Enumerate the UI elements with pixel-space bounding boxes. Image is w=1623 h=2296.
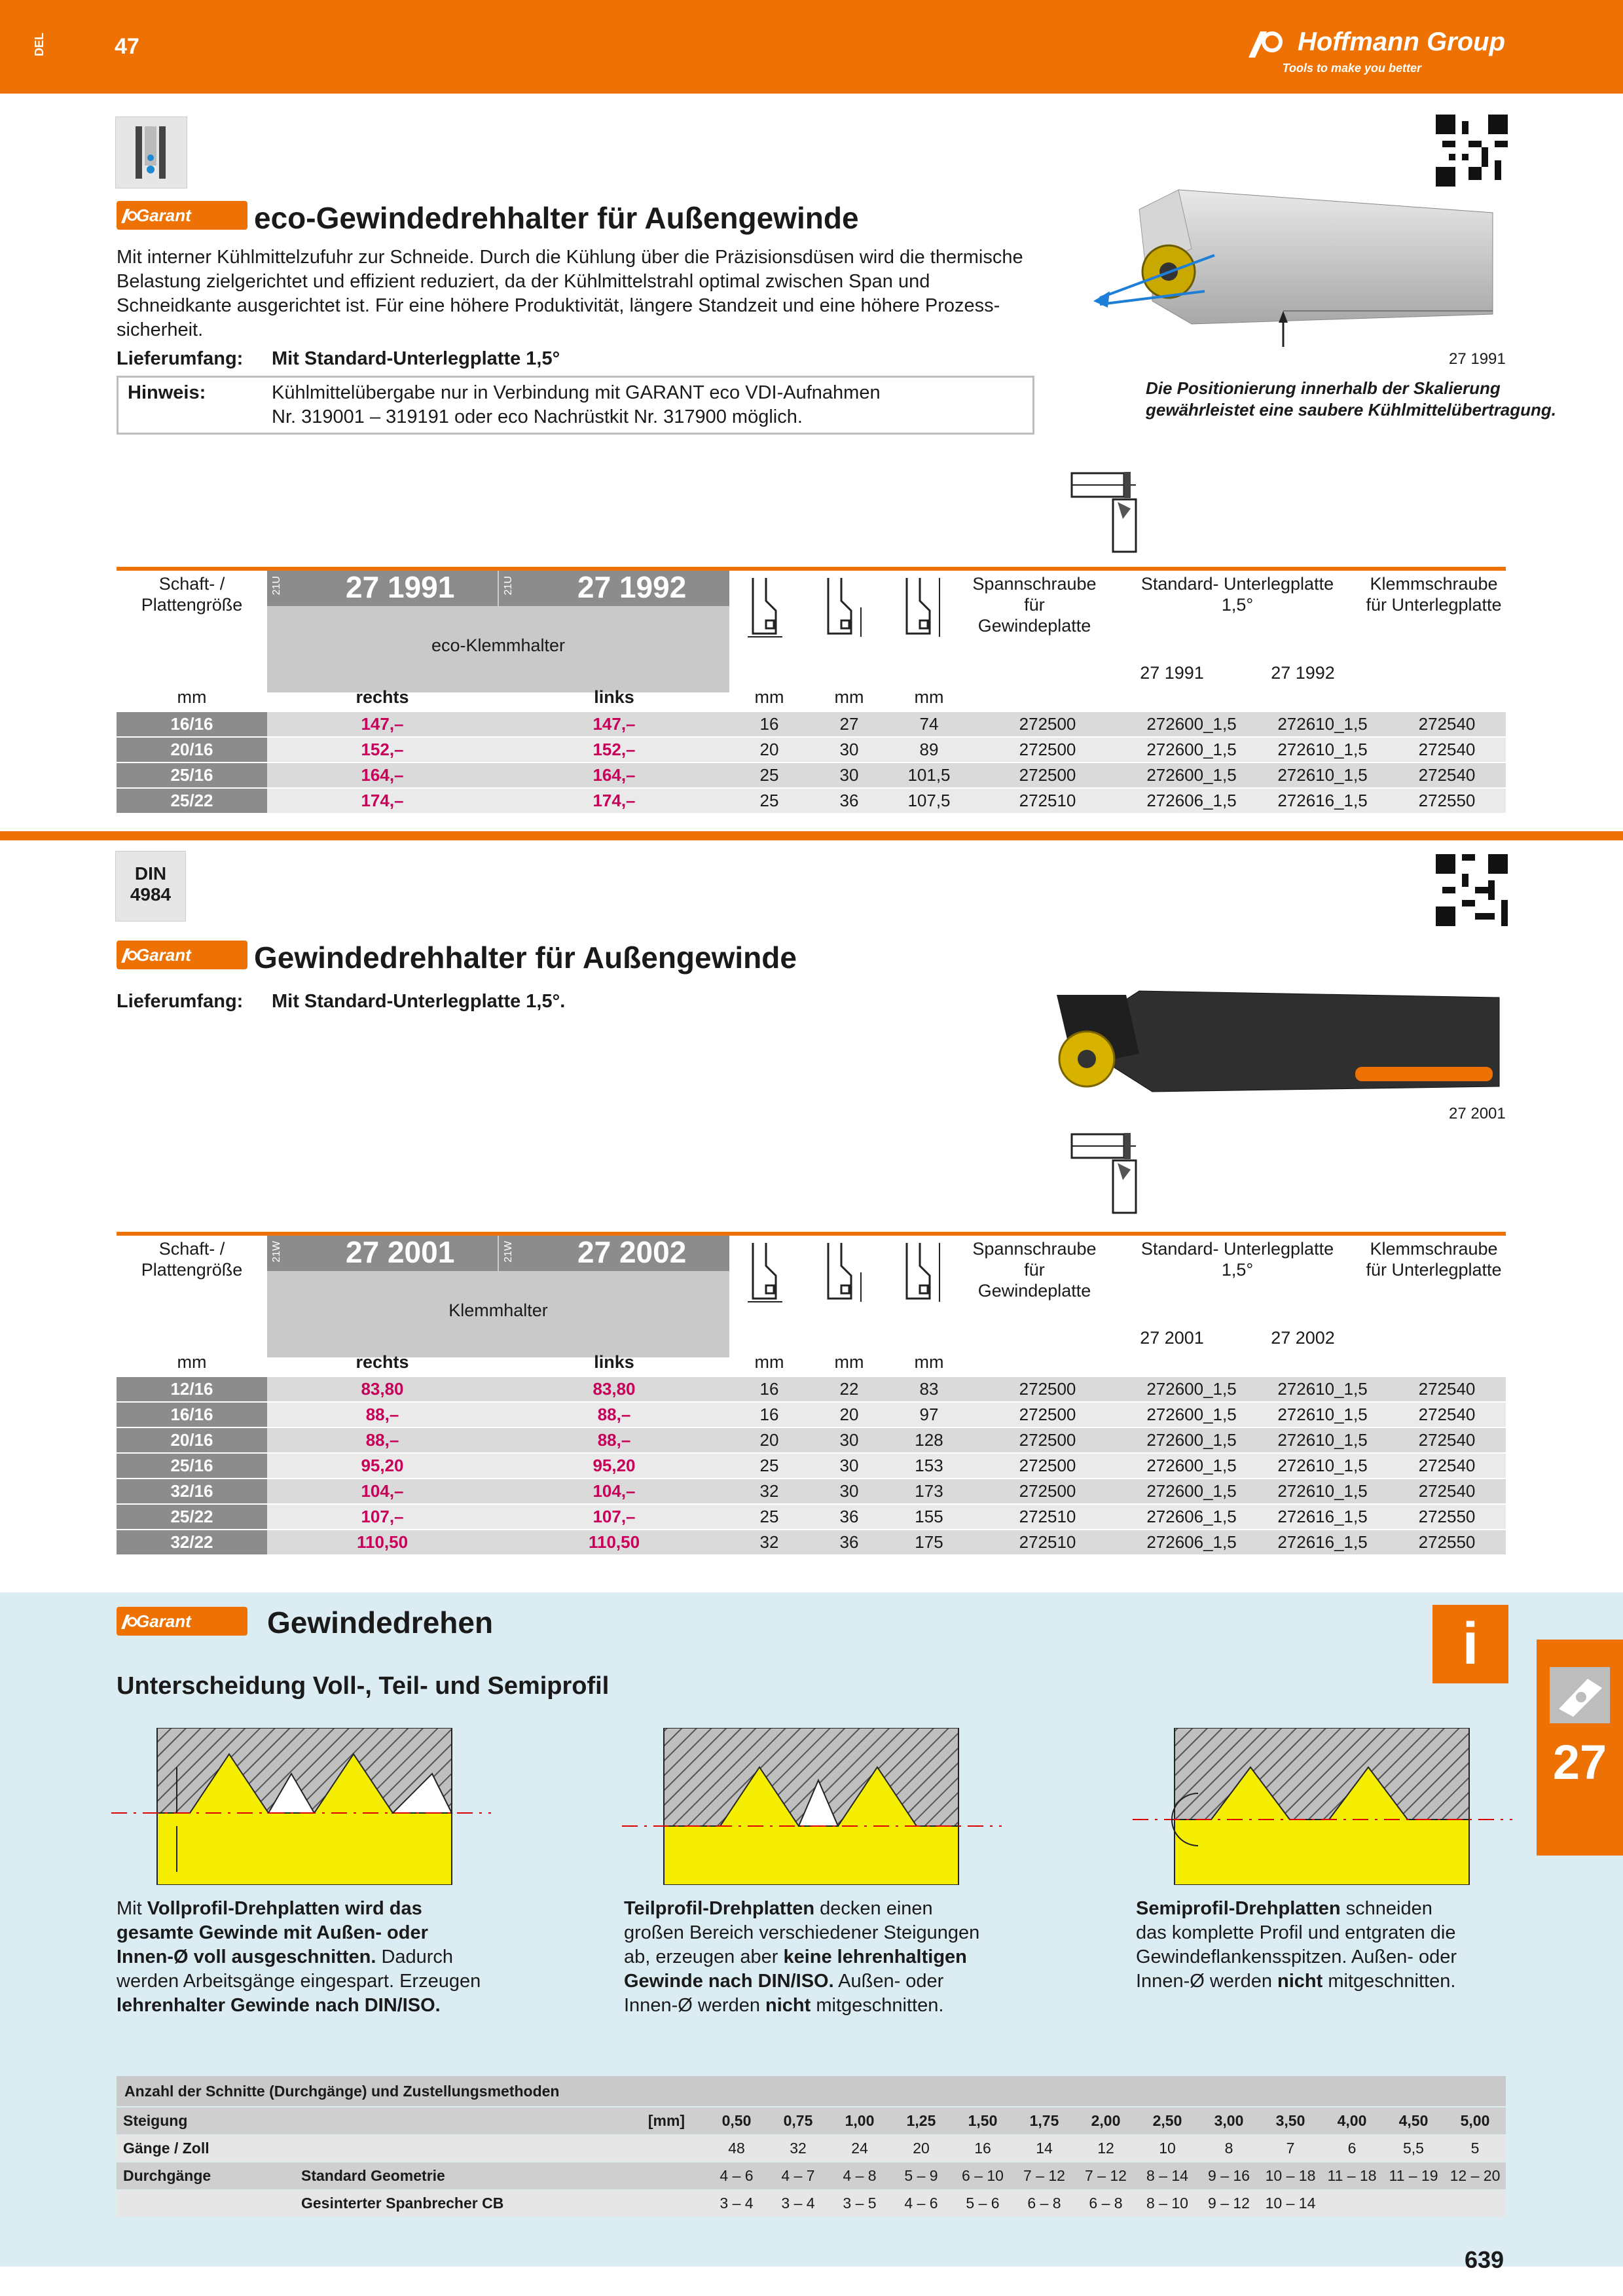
table-cell: 30 bbox=[839, 1481, 859, 1501]
table2-tag-left: 21W bbox=[271, 1241, 282, 1263]
table-cell: 101,5 bbox=[907, 765, 951, 785]
turning-insert-icon bbox=[1548, 1666, 1611, 1725]
table-cell: 128 bbox=[915, 1430, 943, 1450]
table-cell: 272600_1,5 bbox=[1146, 1405, 1237, 1424]
table-cell: 16 bbox=[759, 1405, 779, 1424]
table-cell: 4 – 8 bbox=[843, 2167, 877, 2184]
section1-title: eco-Gewindedrehhalter für Außengewinde bbox=[254, 201, 859, 235]
table-cell: 272600_1,5 bbox=[1146, 714, 1237, 734]
table-cell: 272616_1,5 bbox=[1277, 1532, 1368, 1552]
table-cell: 11 – 18 bbox=[1327, 2167, 1377, 2184]
table-cell: Gänge / Zoll bbox=[123, 2140, 210, 2157]
price-cell: 110,50 bbox=[588, 1532, 640, 1552]
table-cell: 22 bbox=[839, 1379, 859, 1399]
table-cell: 10 – 18 bbox=[1265, 2167, 1316, 2184]
table-cell: 272510 bbox=[1019, 1507, 1076, 1526]
table-cell: 36 bbox=[839, 1507, 859, 1526]
table1-spann-header: Spannschraube für Gewindeplatte bbox=[972, 574, 1097, 636]
table1-klemm-header: Klemmschraube für Unterlegplatte bbox=[1366, 574, 1502, 615]
table-cell: 272540 bbox=[1418, 1405, 1476, 1424]
table-cell: 24 bbox=[851, 2140, 868, 2157]
table-cell: 272600_1,5 bbox=[1146, 1379, 1237, 1399]
semi-profile-diagram bbox=[1133, 1728, 1512, 1885]
price-cell: 147,– bbox=[593, 714, 636, 734]
partial-profile-text bbox=[624, 1897, 1095, 2018]
table-cell: 12 – 20 bbox=[1450, 2167, 1501, 2184]
table1-sub-right: 27 1992 bbox=[1271, 663, 1335, 683]
text-line: Gewinde nach DIN/ISO. Außen- oder bbox=[624, 1971, 944, 1992]
full-profile-diagram bbox=[111, 1728, 491, 1885]
table2-units-row: mm rechts links mm mm mm bbox=[177, 1352, 944, 1372]
table-cell: 16 bbox=[974, 2140, 991, 2157]
semi-profile-text bbox=[1136, 1897, 1529, 1994]
table-cell: 272550 bbox=[1418, 791, 1476, 810]
table-cell: 16 bbox=[759, 1379, 779, 1399]
table-cell: 5,00 bbox=[1460, 2112, 1490, 2129]
info-icon: i bbox=[1432, 1605, 1508, 1683]
table-row bbox=[117, 712, 1506, 736]
section1-description: Mit interner Kühlmittelzufuhr zur Schneide. Durch die Kühlung über die Präzisionsdüsen wird die thermische Belastung zielgerichtet und effizient reduziert, da der Kühlmittelstrahl optimal zwischen Span und Schneidkante ausgerichtet ist. Für eine höhere Produktivität, längere Standzeit und eine höhere Prozess- sicherheit. bbox=[117, 247, 1023, 340]
table-row bbox=[117, 789, 1506, 813]
table-cell: 7 – 12 bbox=[1023, 2167, 1065, 2184]
table-cell: 74 bbox=[919, 714, 939, 734]
din-badge: DIN 4984 bbox=[115, 851, 186, 922]
table-cell: 3 – 4 bbox=[781, 2195, 815, 2212]
table2-holder-label: Klemmhalter bbox=[448, 1300, 548, 1320]
table-row bbox=[117, 1530, 1506, 1554]
section2-title: Gewindedrehhalter für Außengewinde bbox=[254, 941, 797, 975]
table-cell: 272610_1,5 bbox=[1277, 765, 1368, 785]
image-caption: Die Positionierung innerhalb der Skalierung gewährleistet eine saubere Kühlmittelübertragung. bbox=[1146, 378, 1557, 420]
section3-subtitle: Unterscheidung Voll-, Teil- und Semiprofil bbox=[117, 1672, 610, 1700]
size-cell: 16/16 bbox=[117, 712, 267, 736]
table-cell: 272600_1,5 bbox=[1146, 1481, 1237, 1501]
price-cell: 83,80 bbox=[593, 1379, 636, 1399]
scope-label: Lieferumfang: bbox=[117, 348, 244, 369]
table-cell: 3,00 bbox=[1214, 2112, 1244, 2129]
table1-article-left: 27 1991 bbox=[346, 570, 455, 604]
table-cell: 272540 bbox=[1418, 1430, 1476, 1450]
size-cell: 32/16 bbox=[117, 1479, 267, 1503]
table-cell: 173 bbox=[915, 1481, 943, 1501]
table-cell: 272616_1,5 bbox=[1277, 1507, 1368, 1526]
text-line: Semiprofil-Drehplatten schneiden bbox=[1136, 1898, 1432, 1919]
price-cell: 88,– bbox=[365, 1430, 399, 1450]
chapter-tab-number: 27 bbox=[1552, 1735, 1607, 1789]
table-cell: 272600_1,5 bbox=[1146, 765, 1237, 785]
table-cell: 272606_1,5 bbox=[1146, 1532, 1237, 1552]
text-line: lehrenhalter Gewinde nach DIN/ISO. bbox=[117, 1995, 441, 2016]
table-cell: 1,50 bbox=[968, 2112, 998, 2129]
table-cell: 4,00 bbox=[1337, 2112, 1367, 2129]
table-row bbox=[117, 2135, 1506, 2162]
text-line: großen Bereich verschiedener Steigungen bbox=[624, 1922, 980, 1943]
table1-sub-left: 27 1991 bbox=[1140, 663, 1204, 683]
price-cell: 95,20 bbox=[361, 1456, 404, 1475]
garant-mark-icon bbox=[120, 206, 137, 224]
table-cell: Durchgänge bbox=[123, 2167, 211, 2184]
table-cell: 32 bbox=[790, 2140, 807, 2157]
text-line: Innen-Ø werden nicht mitgeschnitten. bbox=[1136, 1971, 1456, 1992]
price-cell: 88,– bbox=[597, 1405, 631, 1424]
table-cell: 272606_1,5 bbox=[1146, 1507, 1237, 1526]
price-cell: 107,– bbox=[361, 1507, 404, 1526]
table1-size-header: Schaft- / Plattengröße bbox=[141, 574, 243, 615]
brand-tagline: Tools to make you better bbox=[1282, 62, 1421, 75]
table1-tag-right: 21U bbox=[503, 576, 514, 596]
garant-logo: Garant bbox=[117, 201, 247, 230]
table-cell: 20 bbox=[759, 1430, 779, 1450]
table1-holder-label: eco-Klemmhalter bbox=[431, 636, 566, 655]
table2-article-right: 27 2002 bbox=[577, 1235, 687, 1269]
table-cell: 272610_1,5 bbox=[1277, 1430, 1368, 1450]
size-cell: 25/22 bbox=[117, 1505, 267, 1529]
table-cell: 272540 bbox=[1418, 1379, 1476, 1399]
text-line: Gewindeflankensspitzen. Außen- oder bbox=[1136, 1946, 1457, 1967]
table-cell: 25 bbox=[759, 791, 779, 810]
table-cell: 4,50 bbox=[1398, 2112, 1429, 2129]
garant-logo: Garant bbox=[117, 941, 247, 969]
table-cell: 272610_1,5 bbox=[1277, 1379, 1368, 1399]
table-cell: 20 bbox=[839, 1405, 859, 1424]
table-cell: 10 – 14 bbox=[1265, 2195, 1316, 2212]
table-cell: 36 bbox=[839, 791, 859, 810]
image-article-number: 27 2001 bbox=[1449, 1105, 1506, 1122]
table-cell: 8 – 14 bbox=[1146, 2167, 1188, 2184]
table-cell: 272600_1,5 bbox=[1146, 1456, 1237, 1475]
hoffmann-logo-icon bbox=[1247, 25, 1283, 60]
table-row bbox=[117, 2162, 1506, 2189]
hint-text: Kühlmittelübergabe nur in Verbindung mit GARANT eco VDI-Aufnahmen Nr. 319001 – 319191 oder eco Nachrüstkit Nr. 317900 möglich. bbox=[272, 382, 881, 427]
size-cell: 16/16 bbox=[117, 1403, 267, 1427]
table-cell: 16 bbox=[759, 714, 779, 734]
side-code: DEL bbox=[33, 33, 46, 56]
table-cell: 0,50 bbox=[721, 2112, 752, 2129]
table-cell: 5 – 9 bbox=[904, 2167, 938, 2184]
table2-tag-right: 21W bbox=[503, 1241, 514, 1263]
text-line: Mit Vollprofil-Drehplatten wird das bbox=[117, 1898, 422, 1919]
table1-article-right: 27 1992 bbox=[577, 570, 687, 604]
table-cell: 1,25 bbox=[906, 2112, 936, 2129]
table-cell: 32 bbox=[759, 1532, 779, 1552]
table2-size-header: Schaft- / Plattengröße bbox=[141, 1239, 243, 1280]
table2-article-left: 27 2001 bbox=[346, 1235, 455, 1269]
table-cell: 272540 bbox=[1418, 1456, 1476, 1475]
price-cell: 107,– bbox=[593, 1507, 636, 1526]
price-cell: 104,– bbox=[361, 1481, 404, 1501]
table-cell: 1,75 bbox=[1029, 2112, 1059, 2129]
image-article-number: 27 1991 bbox=[1449, 350, 1506, 368]
table-cell: 7 bbox=[1286, 2140, 1295, 2157]
table-cell: 3,50 bbox=[1275, 2112, 1305, 2129]
table-cell: Gesinterter Spanbrecher CB bbox=[301, 2195, 504, 2212]
scope-value: Mit Standard-Unterlegplatte 1,5° bbox=[272, 348, 560, 369]
table-cell: 4 – 7 bbox=[781, 2167, 815, 2184]
size-cell: 20/16 bbox=[117, 738, 267, 762]
table-cell: 11 – 19 bbox=[1389, 2167, 1438, 2184]
table-cell: 8 bbox=[1224, 2140, 1233, 2157]
table-cell: 48 bbox=[728, 2140, 745, 2157]
table-cell: 272550 bbox=[1418, 1532, 1476, 1552]
size-cell: 25/16 bbox=[117, 1454, 267, 1478]
table-cell: 272610_1,5 bbox=[1277, 1456, 1368, 1475]
table-row bbox=[117, 1505, 1506, 1529]
table-cell: 12 bbox=[1097, 2140, 1114, 2157]
table-row bbox=[117, 2190, 1506, 2217]
price-cell: 88,– bbox=[365, 1405, 399, 1424]
size-cell: 12/16 bbox=[117, 1377, 267, 1401]
table-cell: 272500 bbox=[1019, 1481, 1076, 1501]
text-line: werden Arbeitsgänge eingespart. Erzeugen bbox=[117, 1971, 481, 1992]
table-cell: 272500 bbox=[1019, 714, 1076, 734]
table-cell: 5,5 bbox=[1403, 2140, 1424, 2157]
qr-code-icon[interactable] bbox=[1436, 115, 1508, 187]
table-cell: 83 bbox=[919, 1379, 939, 1399]
table-cell: 2,50 bbox=[1152, 2112, 1182, 2129]
table-cell: 20 bbox=[913, 2140, 930, 2157]
page-number: 639 bbox=[1465, 2246, 1504, 2273]
table-cell: 107,5 bbox=[907, 791, 951, 810]
table-cell: 272500 bbox=[1019, 765, 1076, 785]
table-cell: 30 bbox=[839, 740, 859, 759]
price-cell: 110,50 bbox=[356, 1532, 409, 1552]
table-cell: 8 – 10 bbox=[1146, 2195, 1188, 2212]
table-cell: 0,75 bbox=[783, 2112, 813, 2129]
table-row bbox=[117, 1428, 1506, 1452]
table-row bbox=[117, 763, 1506, 787]
table2-dimension-icons bbox=[746, 1240, 995, 1312]
table-cell: 14 bbox=[1036, 2140, 1053, 2157]
table-cell: 272610_1,5 bbox=[1277, 1481, 1368, 1501]
table-cell: 25 bbox=[759, 1456, 779, 1475]
section3-title: Gewindedrehen bbox=[267, 1605, 494, 1640]
table-cell: 2,00 bbox=[1091, 2112, 1121, 2129]
text-line: Teilprofil-Drehplatten decken einen bbox=[624, 1898, 933, 1919]
table-cell: 3 – 5 bbox=[843, 2195, 877, 2212]
size-cell: 25/22 bbox=[117, 789, 267, 813]
table-cell: 36 bbox=[839, 1532, 859, 1552]
table-cell: 89 bbox=[919, 740, 939, 759]
garant-mark-icon bbox=[120, 946, 137, 964]
table-cell: 6 – 8 bbox=[1027, 2195, 1061, 2212]
table1-dimension-icons bbox=[746, 575, 995, 647]
table-cell: 272500 bbox=[1019, 1379, 1076, 1399]
table-cell: 27 bbox=[839, 714, 859, 734]
brand-name: Hoffmann Group bbox=[1297, 27, 1505, 56]
table-cell: 1,00 bbox=[845, 2112, 875, 2129]
table-cell: 272610_1,5 bbox=[1277, 740, 1368, 759]
table-cell: 272540 bbox=[1418, 740, 1476, 759]
price-cell: 88,– bbox=[597, 1430, 631, 1450]
table-row bbox=[117, 1454, 1506, 1478]
section-divider bbox=[0, 831, 1623, 840]
text-line: das komplette Profil und entgraten die bbox=[1136, 1922, 1456, 1943]
table-cell: 20 bbox=[759, 740, 779, 759]
table1-tag-left: 21U bbox=[271, 576, 282, 596]
price-cell: 164,– bbox=[361, 765, 404, 785]
table-cell: 272500 bbox=[1019, 1456, 1076, 1475]
table-cell: 5 – 6 bbox=[966, 2195, 1000, 2212]
price-cell: 104,– bbox=[593, 1481, 636, 1501]
table-cell: 272610_1,5 bbox=[1277, 714, 1368, 734]
table-row bbox=[117, 1377, 1506, 1401]
price-cell: 152,– bbox=[361, 740, 404, 759]
table1-standard-header: Standard- Unterlegplatte 1,5° bbox=[1140, 574, 1334, 615]
partial-profile-diagram bbox=[622, 1728, 1002, 1885]
eco-holder-product-image bbox=[1074, 183, 1506, 347]
text-line: Innen-Ø werden nicht mitgeschnitten. bbox=[624, 1995, 944, 2016]
table-cell: 7 – 12 bbox=[1085, 2167, 1127, 2184]
table-cell: Steigung bbox=[123, 2112, 188, 2129]
size-cell: 32/22 bbox=[117, 1530, 267, 1554]
table-cell: 272500 bbox=[1019, 1405, 1076, 1424]
hint-label: Hinweis: bbox=[128, 382, 206, 403]
holder-schematic-icon bbox=[1070, 468, 1142, 553]
holder-schematic-icon bbox=[1070, 1129, 1142, 1214]
table-cell: 30 bbox=[839, 1456, 859, 1475]
price-cell: 147,– bbox=[361, 714, 404, 734]
table-cell: 9 – 12 bbox=[1208, 2195, 1250, 2212]
cuts-table-title: Anzahl der Schnitte (Durchgänge) und Zustellungsmethoden bbox=[117, 2076, 1506, 2106]
price-cell: 95,20 bbox=[593, 1456, 636, 1475]
table-cell: 97 bbox=[919, 1405, 939, 1424]
table-cell: 30 bbox=[839, 1430, 859, 1450]
table-row bbox=[117, 1479, 1506, 1503]
table-cell: 32 bbox=[759, 1481, 779, 1501]
table-cell: Standard Geometrie bbox=[301, 2167, 445, 2184]
price-cell: 83,80 bbox=[361, 1379, 404, 1399]
table-cell: 272540 bbox=[1418, 765, 1476, 785]
table-cell: 3 – 4 bbox=[720, 2195, 754, 2212]
table2-klemm-header: Klemmschraube für Unterlegplatte bbox=[1366, 1239, 1502, 1280]
internal-coolant-icon bbox=[115, 117, 187, 188]
table-cell: 153 bbox=[915, 1456, 943, 1475]
price-cell: 152,– bbox=[593, 740, 636, 759]
table-cell: 272540 bbox=[1418, 714, 1476, 734]
qr-code-icon[interactable] bbox=[1436, 854, 1508, 926]
text-line: gesamte Gewinde mit Außen- oder bbox=[117, 1922, 428, 1943]
table-cell: 6 – 8 bbox=[1089, 2195, 1123, 2212]
table-cell: 25 bbox=[759, 765, 779, 785]
table1-units-row: mm rechts links mm mm mm bbox=[177, 687, 944, 707]
size-cell: 20/16 bbox=[117, 1428, 267, 1452]
table-cell: 5 bbox=[1470, 2140, 1480, 2157]
table-cell: 272550 bbox=[1418, 1507, 1476, 1526]
table-cell: 6 bbox=[1347, 2140, 1357, 2157]
table2-standard-header: Standard- Unterlegplatte 1,5° bbox=[1140, 1239, 1334, 1280]
scope-label: Lieferumfang: bbox=[117, 991, 244, 1012]
table-row bbox=[117, 2108, 1506, 2134]
table-cell: 6 – 10 bbox=[962, 2167, 1004, 2184]
table2-spann-header: Spannschraube für Gewindeplatte bbox=[972, 1239, 1097, 1300]
table-cell: 272510 bbox=[1019, 791, 1076, 810]
price-cell: 164,– bbox=[593, 765, 636, 785]
table-cell: 4 – 6 bbox=[904, 2195, 938, 2212]
holder-product-image bbox=[1048, 982, 1506, 1100]
table-cell: [mm] bbox=[647, 2112, 685, 2129]
table-row bbox=[117, 738, 1506, 762]
table-cell: 30 bbox=[839, 765, 859, 785]
table-cell: 155 bbox=[915, 1507, 943, 1526]
garant-logo: Garant bbox=[117, 1607, 247, 1636]
table2-sub-right: 27 2002 bbox=[1271, 1328, 1335, 1348]
text-line: Innen-Ø voll ausgeschnitten. Dadurch bbox=[117, 1946, 454, 1967]
garant-mark-icon bbox=[120, 1612, 137, 1630]
table-cell: 272616_1,5 bbox=[1277, 791, 1368, 810]
table-cell: 175 bbox=[915, 1532, 943, 1552]
table-cell: 272606_1,5 bbox=[1146, 791, 1237, 810]
table-cell: 272540 bbox=[1418, 1481, 1476, 1501]
price-cell: 174,– bbox=[361, 791, 404, 810]
table-cell: 9 – 16 bbox=[1208, 2167, 1250, 2184]
table-cell: 272600_1,5 bbox=[1146, 1430, 1237, 1450]
table-cell: 272500 bbox=[1019, 740, 1076, 759]
price-cell: 174,– bbox=[593, 791, 636, 810]
text-line: ab, erzeugen aber keine lehrenhaltigen bbox=[624, 1946, 967, 1967]
size-cell: 25/16 bbox=[117, 763, 267, 787]
table-cell: 4 – 6 bbox=[720, 2167, 754, 2184]
table-cell: 272510 bbox=[1019, 1532, 1076, 1552]
table-cell: 25 bbox=[759, 1507, 779, 1526]
table-cell: 10 bbox=[1159, 2140, 1176, 2157]
table-cell: 272500 bbox=[1019, 1430, 1076, 1450]
table-cell: 272610_1,5 bbox=[1277, 1405, 1368, 1424]
table-cell: 272600_1,5 bbox=[1146, 740, 1237, 759]
table2-sub-left: 27 2001 bbox=[1140, 1328, 1204, 1348]
full-profile-text bbox=[117, 1897, 588, 2018]
table-row bbox=[117, 1403, 1506, 1427]
chapter-page-number: 47 bbox=[115, 34, 139, 59]
scope-value: Mit Standard-Unterlegplatte 1,5°. bbox=[272, 991, 566, 1012]
